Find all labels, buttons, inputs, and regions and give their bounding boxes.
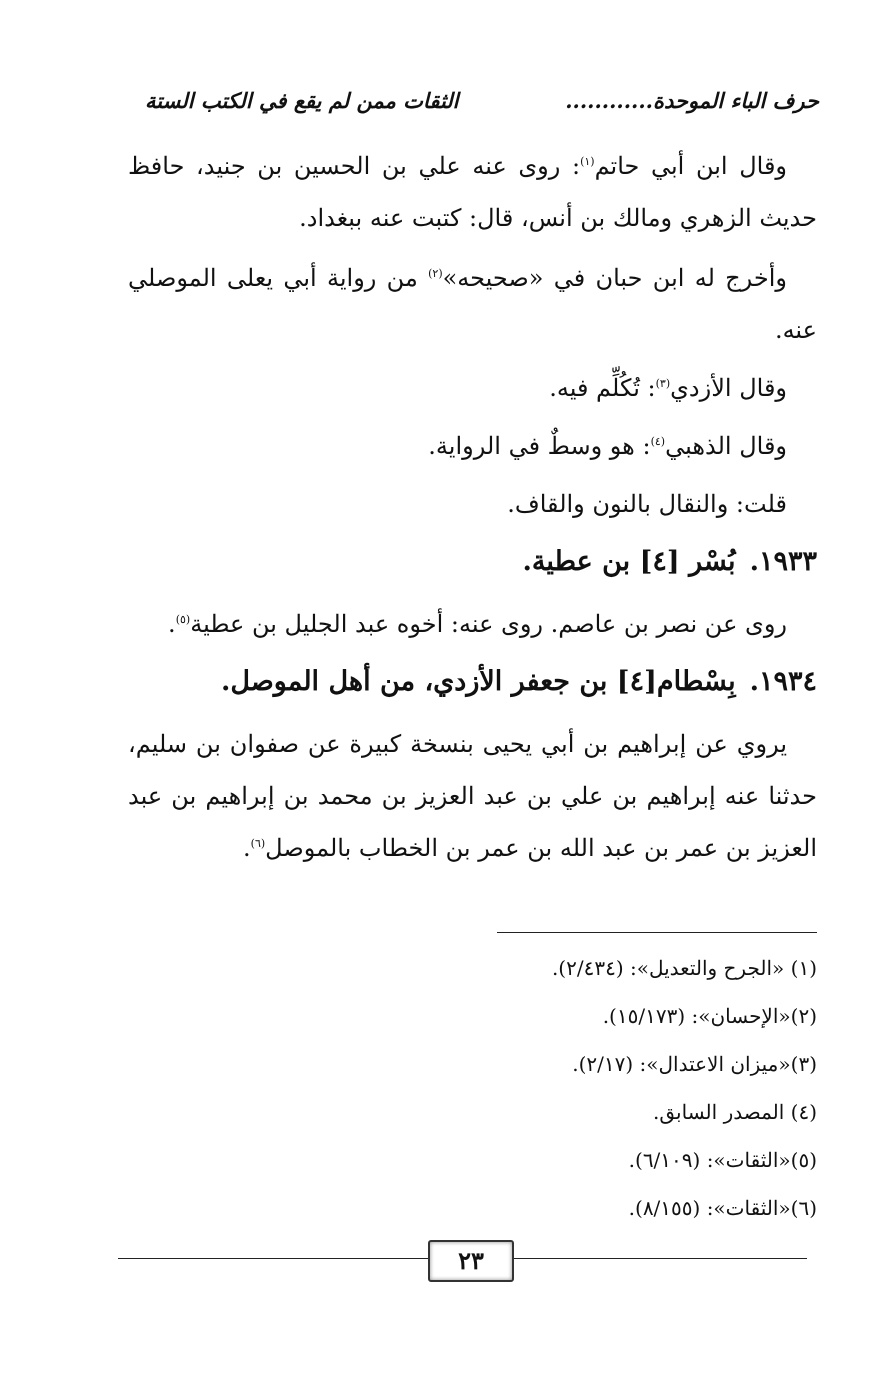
footnote-5: (٥)«الثقات»: (٦/١٠٩). [628,1148,817,1172]
paragraph-note: قلت: والنقال بالنون والقاف. [507,490,787,518]
footnote-ref-6[interactable]: (٦) [250,837,266,850]
paragraph-dhahabi: وقال الذهبي$^{(٤)}$: هو وسطٌ في الرواية. [428,432,787,460]
entry-number: ١٩٣٣. [749,546,817,577]
footnotes [300,944,817,1232]
footnote-ref-1[interactable]: (١) [580,155,595,168]
footnote-1: (١) «الجرح والتعديل»: (٢/٤٣٤). [551,956,817,980]
footnote-separator [497,932,817,933]
header-book-title: الثقات ممن لم يقع في الكتب الستة [145,87,459,113]
paragraph-azdi: وقال الأزدي$^{(٣)}$: تُكُلِّم فيه. [549,374,787,402]
paragraph-ibn-abi-hatim: وقال ابن أبي حاتم$^{(١)}$: روى عنه علي بن الحسين بن جنيد، حافظ حديث الزهري ومالك بن أنس، قال: كتبت عنه ببغداد. [128,152,817,232]
paragraph-ibn-hibban: وأخرج له ابن حبان في «صحيحه»$^{(٢)}$ من رواية أبي يعلى الموصلي عنه. [128,264,817,344]
footnote-ref-4[interactable]: (٤) [650,435,666,448]
entry-number: ١٩٣٤. [749,666,817,697]
footnote-ref-5[interactable]: (٥) [175,613,191,626]
entry-1934-heading [128,656,817,708]
footnote-2: (٢)«الإحسان»: (١٥/١٧٣). [602,1004,817,1028]
entry-title: بُسْر [٤] بن عطية. [522,546,736,577]
header-chapter: حرف الباء الموحدة............ [565,87,819,113]
footnote-4: (٤) المصدر السابق. [653,1100,817,1124]
entry-title: بِسْطام[٤] بن جعفر الأزدي، من أهل الموصل. [221,666,736,697]
footnote-6: (٦)«الثقات»: (٨/١٥٥). [628,1196,817,1220]
running-header [145,82,819,118]
paragraph-busr: روى عن نصر بن عاصم. روى عنه: أخوه عبد الجليل بن عطية$^{(٥)}$. [168,610,787,638]
footnote-ref-2[interactable]: (٢) [428,267,443,280]
page-number: ٢٣ [428,1240,514,1282]
footnote-3: (٣)«ميزان الاعتدال»: (٢/١٧). [572,1052,817,1076]
entry-1933-heading [128,536,817,588]
main-text [128,140,817,882]
page-footer [118,1236,807,1282]
paragraph-bistam: يروي عن إبراهيم بن أبي يحيى بنسخة كبيرة عن صفوان بن سليم، حدثنا عنه إبراهيم بن علي بن عبد العزيز بن محمد بن إبراهيم بن عبد العزيز بن عمر بن عبد الله بن عمر بن الخطاب بالموصل$^{(٦)}$. [128,730,817,862]
footnote-ref-3[interactable]: (٣) [655,377,671,390]
